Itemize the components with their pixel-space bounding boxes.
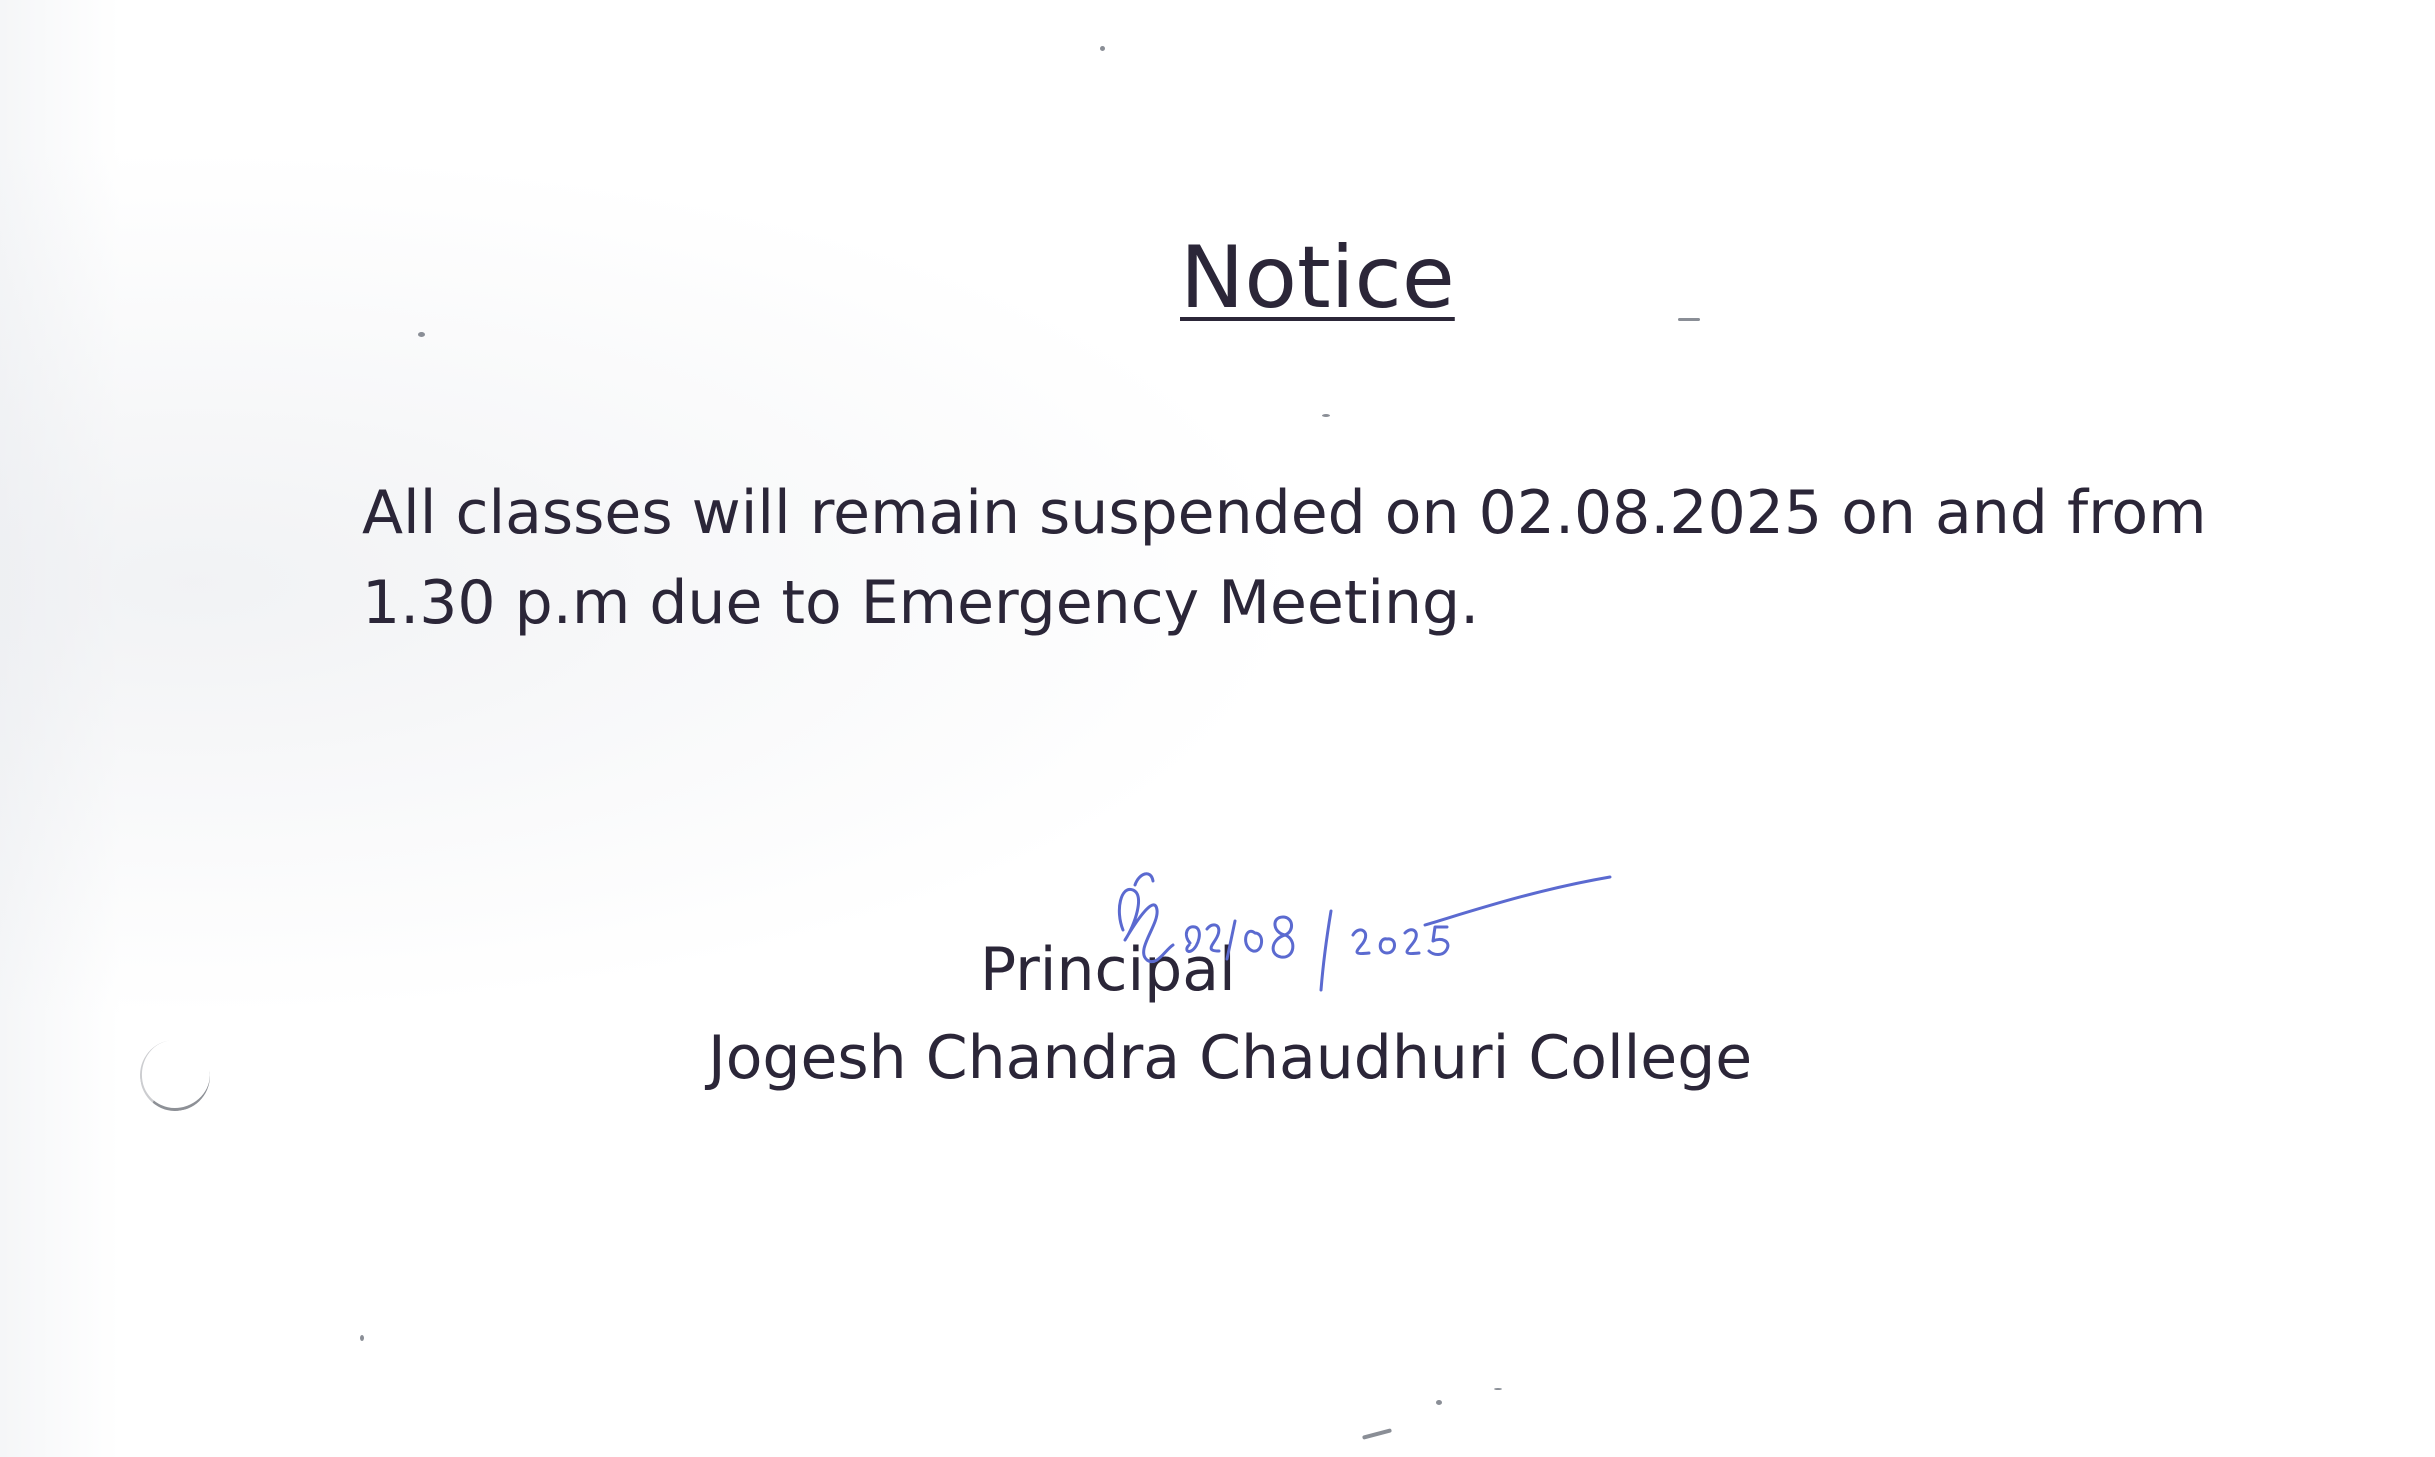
scan-speck [1322, 414, 1330, 417]
scan-speck [1362, 1428, 1392, 1440]
notice-body-line: All classes will remain suspended on 02.08.2025 on and from [362, 478, 2207, 548]
scan-speck [1436, 1400, 1442, 1405]
scan-speck [1494, 1388, 1502, 1390]
handwritten-signature [1095, 855, 1635, 1015]
punch-hole-mark [134, 1034, 215, 1116]
signatory-designation: Principal [980, 935, 1236, 1005]
scan-speck [1100, 46, 1105, 51]
scan-speck [360, 1335, 364, 1341]
scan-speck [418, 332, 425, 337]
scan-speck [1678, 318, 1700, 321]
notice-body-line: 1.30 p.m due to Emergency Meeting. [362, 568, 1480, 638]
institution-name: Jogesh Chandra Chaudhuri College [708, 1023, 1753, 1093]
notice-body [362, 468, 2282, 648]
notice-title: Notice [1180, 228, 1455, 328]
